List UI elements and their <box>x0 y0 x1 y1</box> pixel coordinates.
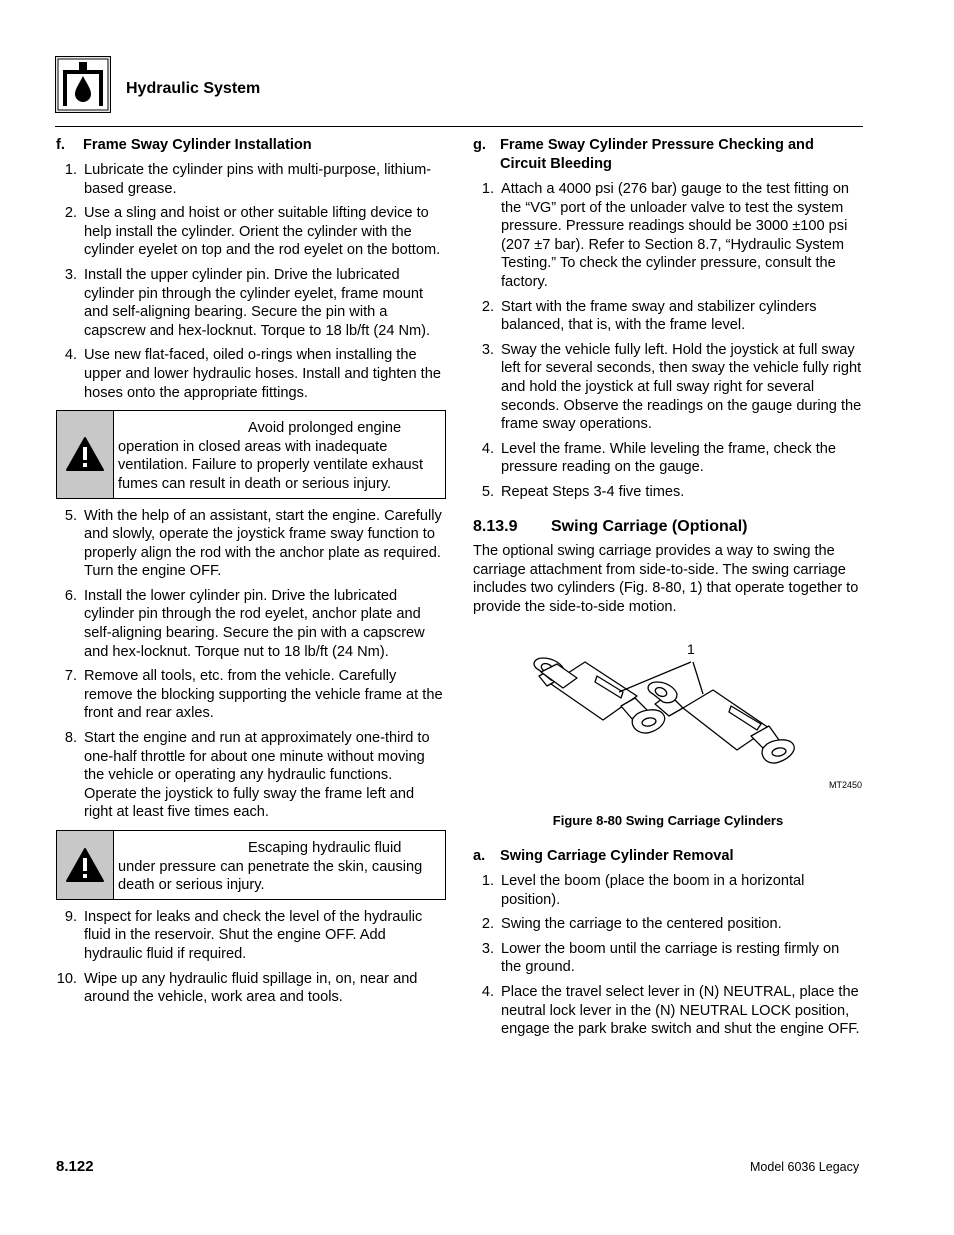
step-number: 3. <box>481 940 494 957</box>
list-item <box>56 507 446 581</box>
step-text: Repeat Steps 3-4 five times. <box>501 483 685 500</box>
step-text: Install the upper cylinder pin. Drive the lubricated cylinder pin through the cylinder eyelet, frame mount and self-aligning bearing. Secure the pin with a capscrew and hex-locknut. Torque to 18 lb/ft (24 Nm). <box>84 266 431 339</box>
list-item <box>473 440 863 477</box>
list-item <box>56 908 446 964</box>
page-section-title: Hydraulic System <box>126 80 261 97</box>
step-text: Start the engine and run at approximately one-third to one-half throttle for about one minute without moving the vehicle or operating any hydraulic functions. Operate the joystick to fully sway the frame left and right at least five times each. <box>84 730 430 821</box>
steps-list-g <box>473 180 863 502</box>
steps-list-b <box>56 507 446 823</box>
step-text: Remove all tools, etc. from the vehicle. Carefully remove the blocking supporting the vehicle frame at the front and rear axles. <box>84 668 443 722</box>
list-item <box>56 161 446 198</box>
list-item <box>56 667 446 723</box>
section-title: Swing Carriage Cylinder Removal <box>500 848 734 865</box>
list-item <box>473 483 863 502</box>
step-number: 3. <box>481 341 494 358</box>
left-column <box>56 136 446 1007</box>
warning-box-ventilation <box>56 410 446 498</box>
list-item <box>56 266 446 340</box>
warning-box-hydraulic-fluid <box>56 830 446 900</box>
warning-lead: Escaping hydraulic fluid <box>248 840 402 856</box>
section-key: a. <box>473 848 486 865</box>
steps-list-removal <box>473 872 863 1039</box>
figure-swing-carriage-cylinders <box>473 632 863 804</box>
step-text: Level the boom (place the boom in a horizontal position). <box>501 873 805 908</box>
step-text: Lower the boom until the carriage is resting firmly on the ground. <box>501 940 840 976</box>
list-item <box>56 346 446 402</box>
step-text: Attach a 4000 psi (276 bar) gauge to the test fitting on the “VG” port of the unloader valve to test the system pressure. Pressure readings should be 3000 ±100 psi (207 ±7 bar). Refer to Section 8.7, “Hydraulic System Testing.” To check the cylinder pressure, consult the factory. <box>501 181 850 290</box>
step-text: With the help of an assistant, start the engine. Carefully and slowly, operate the joystick frame sway function to properly align the rod with the anchor plate as required. Turn the engine OFF. <box>84 507 442 580</box>
figure-code: MT2450 <box>829 780 863 791</box>
step-text: Start with the frame sway and stabilizer cylinders balanced, that is, with the frame level. <box>501 298 817 334</box>
list-item <box>56 970 446 1007</box>
step-number: 5. <box>64 507 77 524</box>
step-number: 7. <box>64 668 77 685</box>
model-name: Model 6036 Legacy <box>750 1160 860 1174</box>
section-title: Frame Sway Cylinder Pressure Checking and Circuit Bleeding <box>500 137 814 172</box>
list-item <box>473 298 863 335</box>
warning-text: operation in closed areas with inadequate ventilation. Failure to properly ventilate exhaust fumes can result in death or serious injury. <box>118 438 424 492</box>
step-number: 2. <box>481 916 494 933</box>
step-number: 4. <box>64 347 77 364</box>
page-number: 8.122 <box>56 1158 94 1175</box>
subsection-title: Swing Carriage (Optional) <box>551 517 748 535</box>
step-number: 1. <box>64 162 77 178</box>
step-text: Swing the carriage to the centered position. <box>501 916 782 933</box>
warning-text: under pressure can penetrate the skin, causing death or serious injury. <box>118 858 423 894</box>
step-number: 9. <box>64 908 77 925</box>
section-heading-f <box>56 136 446 155</box>
figure-callout-label: 1 <box>687 641 695 658</box>
step-text: Sway the vehicle fully left. Hold the joystick at full sway left for several seconds, then sway the vehicle fully right and hold the joystick at full sway right for several seconds. Observe the readings on the gauge during the frame sway operations. <box>501 341 862 433</box>
step-text: Use a sling and hoist or other suitable lifting device to help install the cylinder. Orient the cylinder with the cylinder eyelet on top and the rod eyelet on the bottom. <box>84 205 441 259</box>
section-heading-a <box>473 847 863 866</box>
list-item <box>473 915 863 934</box>
step-text: Level the frame. While leveling the frame, check the pressure reading on the gauge. <box>501 440 837 476</box>
list-item <box>473 983 863 1039</box>
list-item <box>473 940 863 977</box>
step-number: 5. <box>481 483 494 500</box>
subsection-number: 8.13.9 <box>473 517 518 535</box>
step-number: 2. <box>481 298 494 315</box>
step-text: Install the lower cylinder pin. Drive the lubricated cylinder pin through the rod eyelet, anchor plate and self-aligning bearing. Secure the pin with a capscrew and hex-locknut. Torque nut to 18 lb/ft (24 Nm). <box>84 587 425 660</box>
list-item <box>473 180 863 292</box>
section-key: g. <box>473 137 486 153</box>
step-text: Lubricate the cylinder pins with multi-purpose, lithium-based grease. <box>84 162 432 197</box>
subsection-heading <box>473 518 863 537</box>
figure-caption: Figure 8-80 Swing Carriage Cylinders <box>552 813 784 829</box>
section-heading-g <box>473 136 863 174</box>
step-number: 2. <box>64 205 77 222</box>
step-number: 1. <box>481 873 494 890</box>
steps-list-c <box>56 908 446 1007</box>
step-number: 8. <box>64 730 77 747</box>
header-divider <box>55 126 863 127</box>
step-number: 6. <box>64 587 77 604</box>
intro-paragraph: The optional swing carriage provides a way to swing the carriage attachment from side-to-side. The swing carriage includes two cylinders (Fig. 8-80, 1) that operate together to provide the side-to-side motion. <box>473 543 859 615</box>
hydraulic-system-icon <box>55 56 111 113</box>
list-item <box>56 729 446 822</box>
list-item <box>473 872 863 909</box>
list-item <box>473 341 863 434</box>
list-item <box>56 204 446 260</box>
step-number: 4. <box>481 984 494 1001</box>
step-number: 4. <box>481 440 494 457</box>
step-text: Wipe up any hydraulic fluid spillage in, on, near and around the vehicle, work area and tools. <box>84 970 418 1006</box>
step-text: Inspect for leaks and check the level of the hydraulic fluid in the reservoir. Shut the engine OFF. Add hydraulic fluid if required. <box>84 908 423 962</box>
section-title: Frame Sway Cylinder Installation <box>83 137 312 153</box>
warning-lead: Avoid prolonged engine <box>248 420 402 437</box>
step-text: Use new flat-faced, oiled o-rings when installing the upper and lower hydraulic hoses. Install and tighten the hoses onto the appropriate fittings. <box>84 347 441 401</box>
step-text: Place the travel select lever in (N) NEUTRAL, place the neutral lock lever in the (N) NEUTRAL LOCK position, engage the park brake switch and shut the engine OFF. <box>501 984 860 1038</box>
step-number: 1. <box>481 181 494 197</box>
section-key: f. <box>56 137 65 153</box>
steps-list-a <box>56 161 446 402</box>
list-item <box>56 587 446 661</box>
step-number: 3. <box>64 266 77 283</box>
warning-triangle-icon <box>57 411 114 497</box>
right-column <box>473 136 863 1039</box>
warning-triangle-icon <box>57 831 114 899</box>
step-number: 10. <box>56 970 77 987</box>
swing-carriage-cylinders-illustration <box>473 632 863 804</box>
